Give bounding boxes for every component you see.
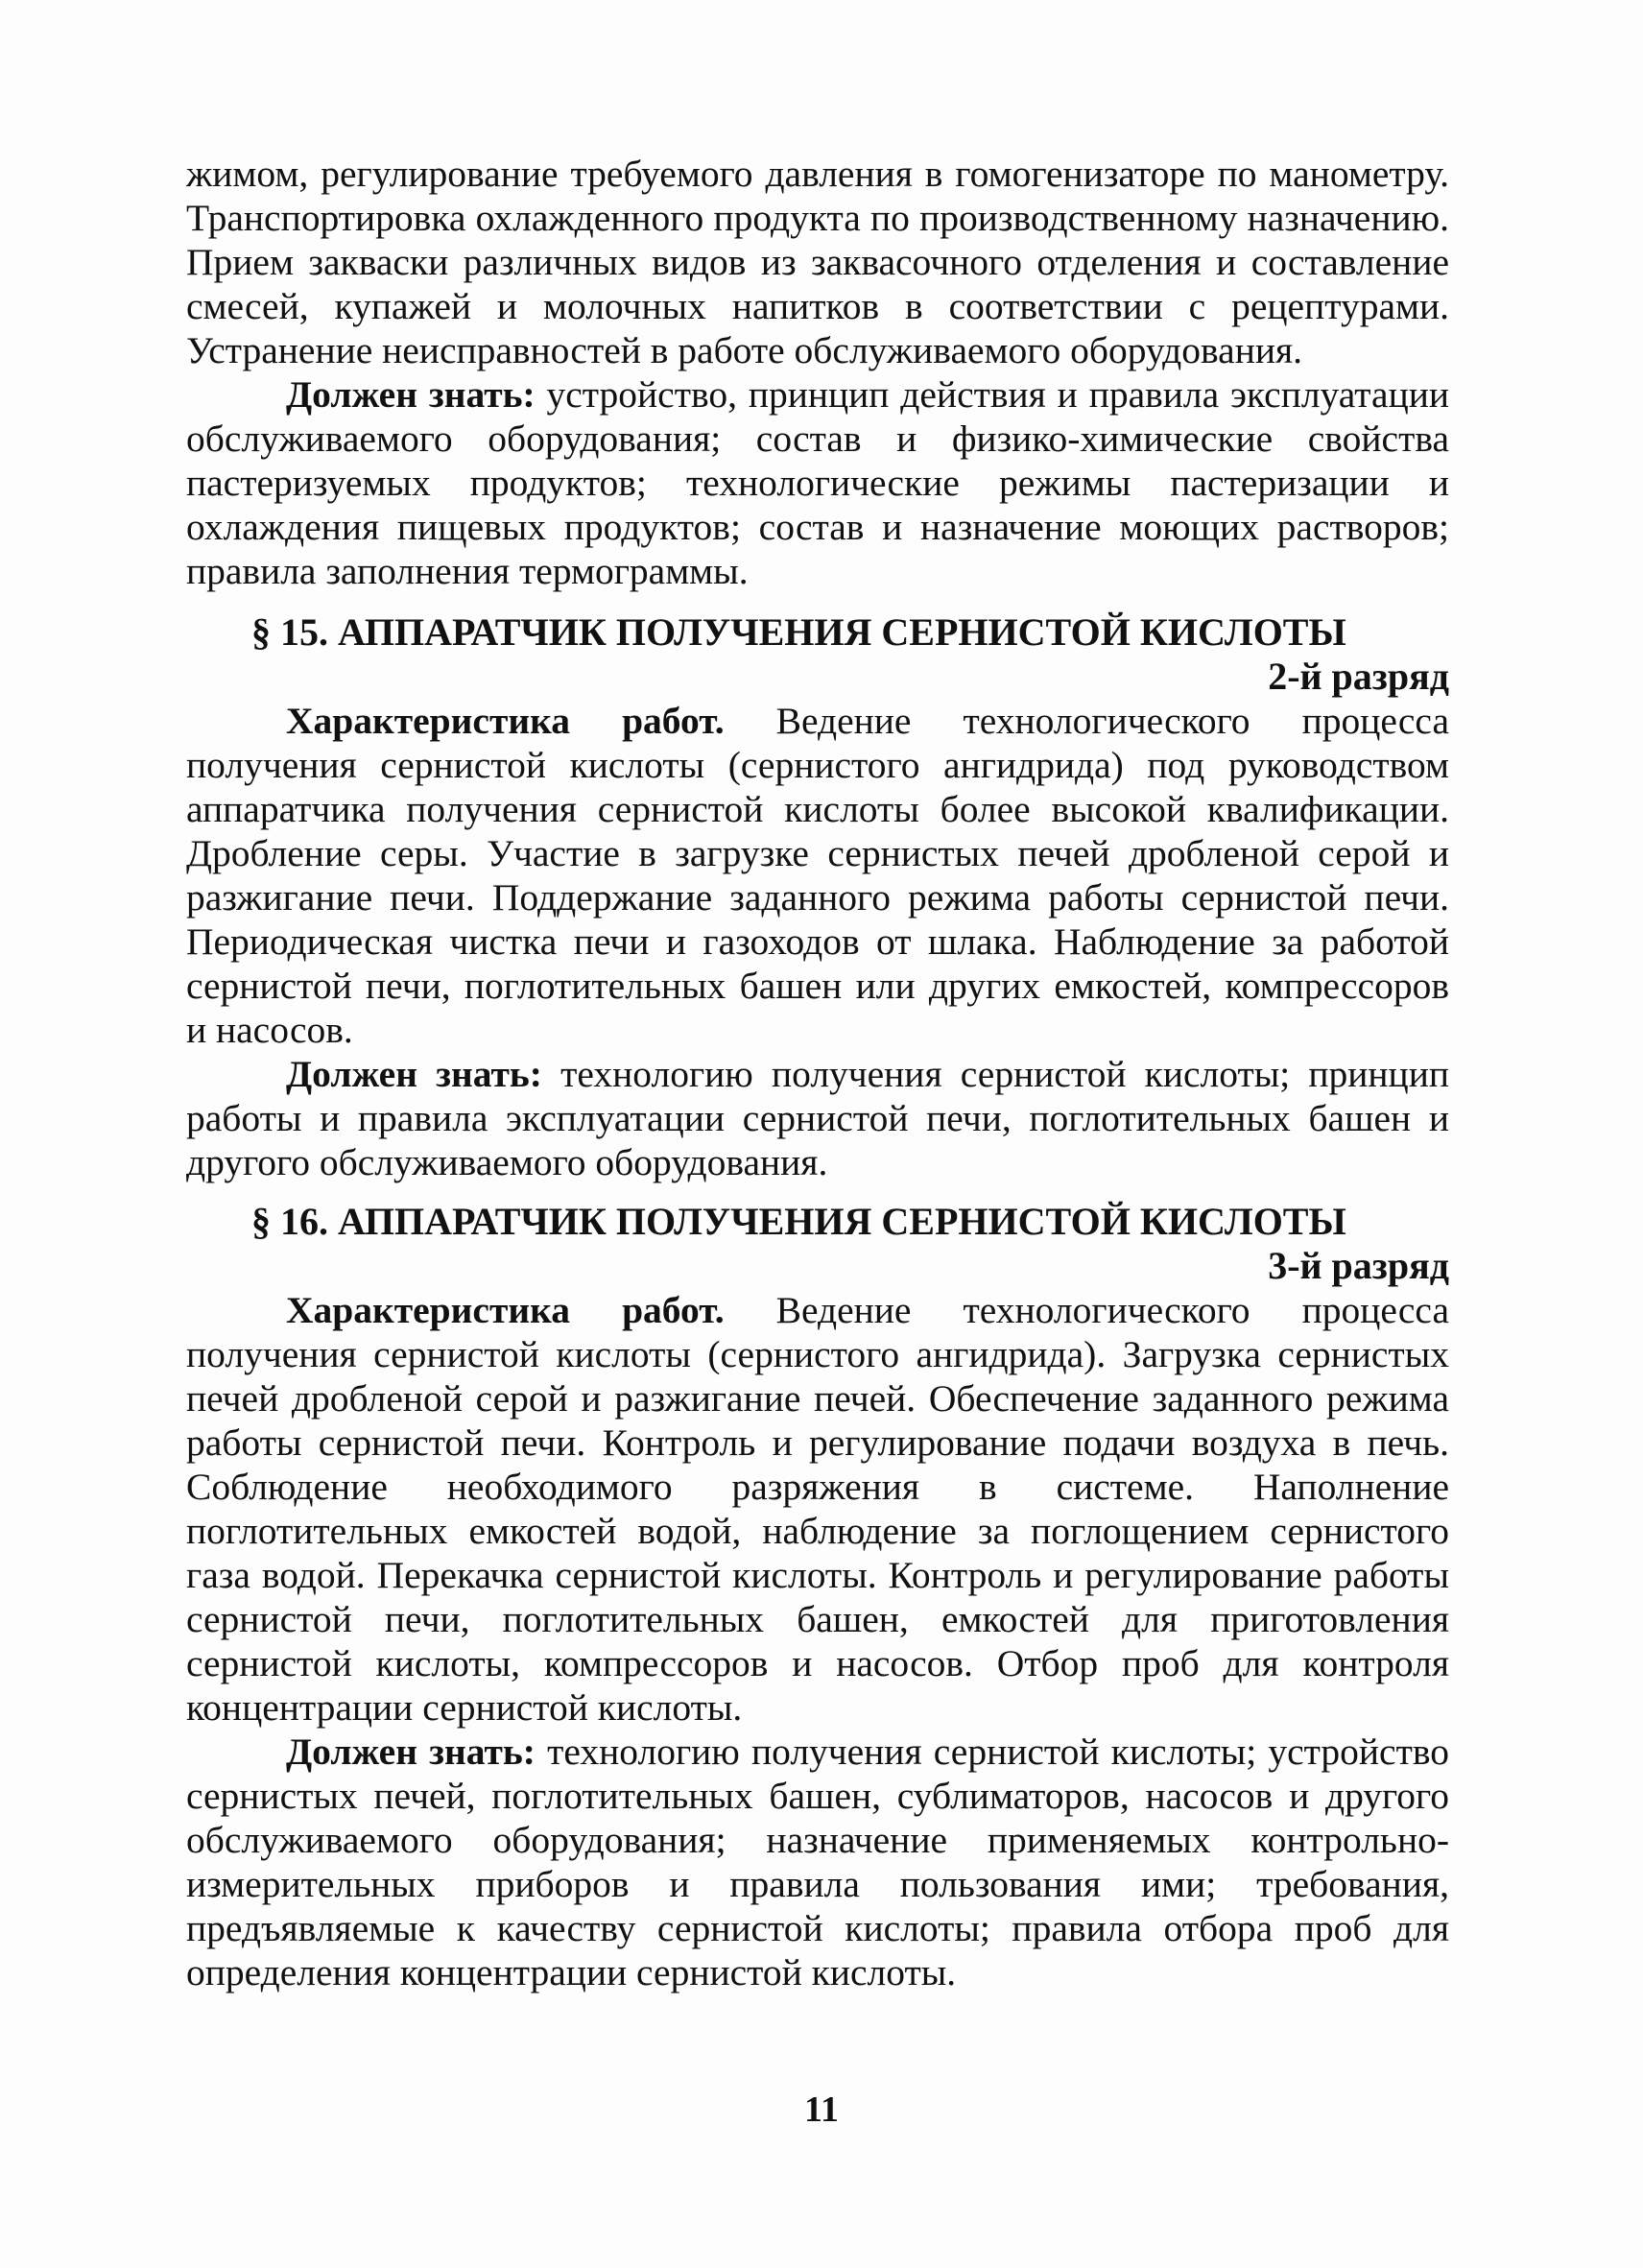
work-lead: Характеристика работ. bbox=[286, 700, 725, 742]
knowledge-text: устройство, принцип действия и правила эксплуатации обслуживаемого оборудования; состав и физико-химические свойства пастеризуемых продуктов; технологические режимы пастеризации и охлаждения пищевых продуктов; состав и назначение моющих растворов; правила заполнения термограммы. bbox=[186, 373, 1449, 592]
section-16-heading bbox=[186, 1200, 1449, 1288]
knowledge-lead: Должен знать: bbox=[286, 1731, 536, 1773]
section-15-knowledge-paragraph bbox=[186, 1052, 1449, 1184]
section-15-grade: 2-й разряд bbox=[1268, 655, 1449, 698]
top-section bbox=[186, 152, 1449, 593]
section-15-body bbox=[186, 699, 1449, 1184]
continuation-paragraph: жимом, регулирование требуемого давления в гомогенизаторе по манометру. Транспортировка охлажденного продукта по производственному назначению. Прием закваски различных видов из заквасочного отделения и составление смесей, купажей и молочных напитков в соответствии с рецептурами. Устранение неисправностей в работе обслуживаемого оборудования. bbox=[186, 153, 1449, 371]
work-lead: Характеристика работ. bbox=[286, 1289, 725, 1331]
section-15-heading bbox=[186, 610, 1449, 699]
knowledge-text: технологию получения сернистой кислоты; принцип работы и правила эксплуатации сернистой печи, поглотительных башен и другого обслуживаемого оборудования. bbox=[186, 1053, 1449, 1183]
section-16-body bbox=[186, 1288, 1449, 1994]
work-text: Ведение технологического процесса получения сернистой кислоты (сернистого ангидрида) под руководством аппаратчика получения сернистой кислоты более высокой квалификации. Дробление серы. Участие в загрузке сернистых печей дробленой серой и разжигание печи. Поддержание заданного режима работы сернистой печи. Периодическая чистка печи и газоходов от шлака. Наблюдение за работой сернистой печи, поглотительных башен или других емкостей, компрессоров и насосов. bbox=[186, 700, 1449, 1051]
knowledge-lead: Должен знать: bbox=[286, 373, 536, 416]
section-15-title: § 15. АППАРАТЧИК ПОЛУЧЕНИЯ СЕРНИСТОЙ КИСЛОТЫ bbox=[251, 610, 1346, 654]
knowledge-text: технологию получения сернистой кислоты; устройство сернистых печей, поглотительных башен, сублиматоров, насосов и другого обслуживаемого оборудования; назначение применяемых контрольно-измерительных приборов и правила пользования ими; требования, предъявляемые к качеству сернистой кислоты; правила отбора проб для определения концентрации сернистой кислоты. bbox=[186, 1731, 1449, 1993]
section-16-grade: 3-й разряд bbox=[1268, 1244, 1449, 1287]
section-16-title: § 16. АППАРАТЧИК ПОЛУЧЕНИЯ СЕРНИСТОЙ КИСЛОТЫ bbox=[251, 1200, 1346, 1243]
section-15-work-paragraph bbox=[186, 699, 1449, 1052]
page-number: 11 bbox=[804, 2089, 839, 2130]
section-16-knowledge-paragraph bbox=[186, 1730, 1449, 1994]
knowledge-paragraph-top bbox=[186, 372, 1449, 593]
section-16-work-paragraph bbox=[186, 1288, 1449, 1730]
knowledge-lead: Должен знать: bbox=[286, 1053, 542, 1095]
work-text: Ведение технологического процесса получения сернистой кислоты (сернистого ангидрида). Загрузка сернистых печей дробленой серой и разжигание печей. Обеспечение заданного режима работы сернистой печи. Контроль и регулирование подачи воздуха в печь. Соблюдение необходимого разряжения в системе. Наполнение поглотительных емкостей водой, наблюдение за поглощением сернистого газа водой. Перекачка сернистой кислоты. Контроль и регулирование работы сернистой печи, поглотительных башен, емкостей для приготовления сернистой кислоты, компрессоров и насосов. Отбор проб для контроля концентрации сернистой кислоты. bbox=[186, 1289, 1449, 1729]
